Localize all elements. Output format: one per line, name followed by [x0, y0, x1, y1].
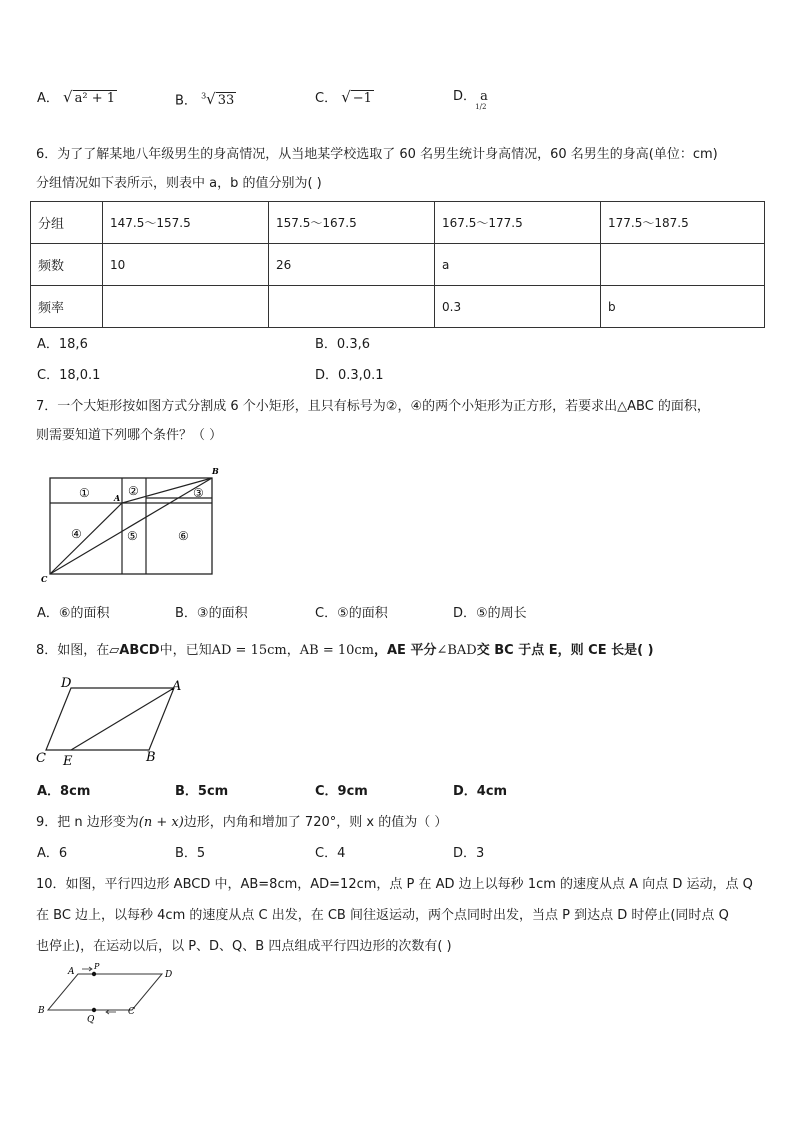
table-cell	[103, 286, 269, 328]
q5-option-d	[453, 88, 488, 111]
table-cell: 频率	[31, 286, 103, 328]
q7-label-5: ⑤	[127, 529, 138, 543]
q7-label-6: ⑥	[178, 529, 189, 543]
q7-label-4: ④	[71, 527, 82, 541]
table-cell: a	[435, 244, 601, 286]
q9-option-d: D．3	[453, 846, 485, 861]
q5-option-b-index: 3	[201, 92, 207, 101]
q7-option-c: C．⑤的面积	[315, 606, 388, 621]
q7-label-2: ②	[128, 484, 139, 498]
q8-condition-ad: AD = 15cm	[211, 643, 287, 658]
q8-stem	[36, 642, 654, 660]
q8-point-b: B	[146, 750, 156, 765]
q6-option-b: B．0.3,6	[315, 337, 370, 352]
table-cell: 分组	[31, 202, 103, 244]
q5-option-b-radicand: 33	[217, 93, 235, 109]
table-cell	[269, 286, 435, 328]
q5-option-c-expr: √ −1	[341, 88, 372, 106]
q8-option-d: D．4cm	[453, 784, 508, 799]
q7-rectangle-figure	[38, 466, 218, 586]
q9-option-b: B．5	[175, 846, 206, 861]
q9-stem	[36, 814, 447, 832]
q7-point-c: C	[41, 574, 48, 584]
q6-option-d: D．0.3,0.1	[315, 368, 384, 383]
q7-option-d: D．⑤的周长	[453, 606, 527, 621]
q9-option-a: A．6	[37, 846, 68, 861]
q5-option-a-radicand: a² + 1	[74, 91, 115, 106]
table-cell	[601, 244, 765, 286]
q7-point-a: A	[114, 493, 121, 503]
q5-option-a	[37, 88, 117, 108]
q6-option-c: C．18,0.1	[37, 368, 101, 383]
q8-option-b: B．5cm	[175, 784, 229, 799]
table-cell: 177.5～187.5	[601, 202, 765, 244]
q8-point-e: E	[63, 754, 73, 769]
table-row	[31, 202, 765, 244]
table-cell: 0.3	[435, 286, 601, 328]
q8-point-c: C	[36, 751, 46, 766]
q8-stem-mid3: 交 BC 于点 E，则 CE 长是( )	[476, 643, 654, 658]
q5-option-a-label: A．	[37, 91, 59, 106]
q10-stem-line3: 也停止)，在运动以后，以 P、D、Q、B 四点组成平行四边形的次数有( )	[36, 939, 452, 954]
q9-option-c: C．4	[315, 846, 346, 861]
q5-option-b-expr: $^3$√ 33	[201, 90, 235, 109]
q5-option-c-label: C．	[315, 91, 338, 106]
q10-stem-line2: 在 BC 边上，以每秒 4cm 的速度从点 C 出发，在 CB 间往返运动，两个点同时出发，当点 P 到达点 D 时停止(同时点 Q	[36, 908, 729, 923]
q10-point-p: P	[94, 962, 100, 971]
q10-point-d: D	[165, 970, 173, 980]
q9-expression: (n + x)	[138, 815, 184, 830]
q10-point-a: A	[68, 967, 75, 977]
q8-parallelogram-figure	[34, 675, 194, 770]
q7-option-a: A．⑥的面积	[37, 606, 110, 621]
q7-label-1: ①	[79, 486, 90, 500]
q7-point-b: B	[212, 466, 219, 476]
table-cell: 147.5～157.5	[103, 202, 269, 244]
table-row	[31, 244, 765, 286]
q8-option-c: C．9cm	[315, 784, 368, 799]
q5-option-d-base: a	[480, 89, 488, 104]
table-cell: 26	[269, 244, 435, 286]
q5-option-d-label: D．	[453, 89, 477, 104]
q5-option-b-label: B．	[175, 93, 197, 109]
table-cell: 167.5～177.5	[435, 202, 601, 244]
q10-point-c: C	[128, 1007, 135, 1017]
q9-stem-prefix: 9．把 n 边形变为	[36, 815, 139, 830]
q7-label-3: ③	[193, 486, 204, 500]
q8-parallelogram-name: ▱ABCD	[109, 643, 160, 658]
q8-point-d: D	[61, 676, 72, 691]
table-cell: 10	[103, 244, 269, 286]
q8-stem-mid1: 中，已知	[159, 643, 212, 658]
q5-option-c-radicand: −1	[352, 91, 372, 106]
q5-option-b	[175, 88, 236, 110]
q10-parallelogram-figure	[34, 960, 184, 1025]
q6-option-a: A．18,6	[37, 337, 88, 352]
q6-frequency-table	[30, 201, 765, 328]
table-cell: b	[601, 286, 765, 328]
q7-stem-line1: 7．一个大矩形按如图方式分割成 6 个小矩形，且只有标号为②，④的两个小矩形为正方形，若要求出△ABC 的面积，	[36, 399, 710, 414]
q7-stem-line2: 则需要知道下列哪个条件？（ ）	[36, 428, 223, 443]
q10-point-q: Q	[87, 1015, 95, 1025]
q6-stem-line1: 6．为了了解某地八年级男生的身高情况，从当地某学校选取了 60 名男生统计身高情况，60 名男生的身高(单位：cm)	[36, 147, 718, 162]
q8-stem-mid2: ，AE 平分	[374, 643, 437, 658]
q8-condition-ab: AB = 10cm	[299, 643, 374, 658]
q5-option-d-expr	[475, 89, 488, 111]
q10-point-b: B	[38, 1006, 45, 1016]
q6-stem-line2: 分组情况如下表所示，则表中 a，b 的值分别为( )	[36, 176, 322, 191]
q5-option-d-exponent: 1/2	[475, 103, 487, 111]
q8-stem-prefix: 8．如图，在	[36, 643, 110, 658]
q10-stem-line1: 10．如图，平行四边形 ABCD 中，AB=8cm，AD=12cm，点 P 在 AD 边上以每秒 1cm 的速度从点 A 向点 D 运动，点 Q	[36, 877, 753, 892]
table-row	[31, 286, 765, 328]
q8-angle: ∠BAD	[436, 643, 477, 658]
q9-stem-suffix: 边形，内角和增加了 720°，则 x 的值为（ ）	[183, 815, 448, 830]
q8-option-a: A．8cm	[37, 784, 91, 799]
q8-point-a: A	[172, 679, 182, 694]
q7-option-b: B．③的面积	[175, 606, 248, 621]
table-cell: 157.5～167.5	[269, 202, 435, 244]
q8-stem-sep: ，	[286, 643, 300, 658]
q5-option-c	[315, 88, 374, 108]
q5-option-a-expr: √ a² + 1	[63, 88, 115, 106]
table-cell: 频数	[31, 244, 103, 286]
